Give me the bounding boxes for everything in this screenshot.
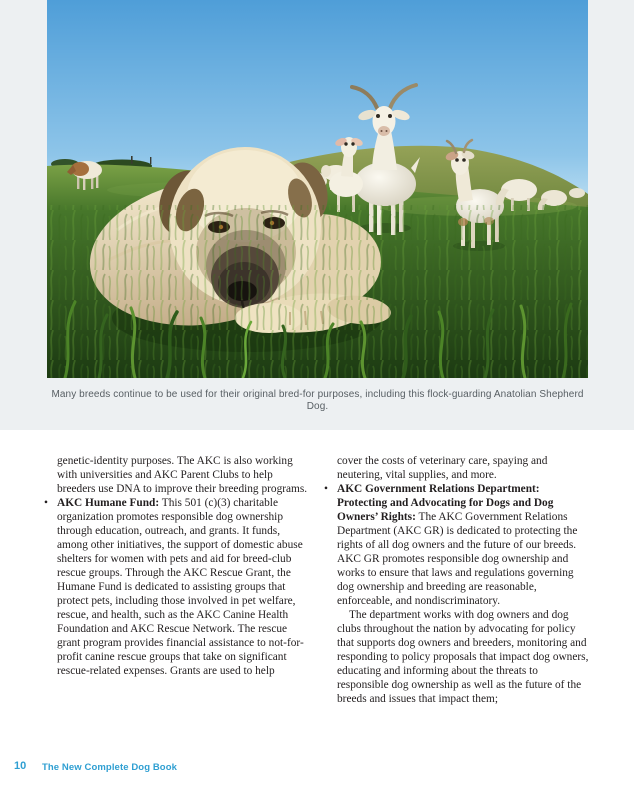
running-footer-book-title: The New Complete Dog Book bbox=[42, 762, 177, 773]
paragraph-department: The department works with dog owners and dog clubs throughout the nation by advocating for policy that supports dog owners and breeders, monitoring and responding to policy proposals that impact dog owners, educating and informing about the threats to responsible dog ownership as well as the future of the breeds and issues that impact them; bbox=[337, 609, 589, 705]
bullet-paragraph bbox=[57, 496, 310, 678]
fence-post bbox=[131, 156, 133, 164]
bullet-body-text: The AKC Government Relations Department (AKC GR) is dedicated to protecting the rights of all dog owners and the future of our breeds. AKC GR promotes responsible dog ownership and works to ensure that laws and regulations governing dog ownership and breeding are reasonable, enforceable, and nondiscriminatory. bbox=[337, 511, 578, 607]
paragraph-continuation: genetic-identity purposes. The AKC is also working with universities and AKC Parent Clubs to help breeders use DNA to improve their breeding programs. bbox=[57, 455, 308, 495]
bullet-icon: • bbox=[44, 497, 48, 509]
page-number: 10 bbox=[14, 760, 27, 772]
bullet-lead-in: AKC Humane Fund: bbox=[57, 497, 160, 509]
list-item-humane-fund bbox=[44, 496, 310, 678]
photo-container bbox=[47, 0, 588, 378]
bullet-body-text: This 501 (c)(3) charitable organization promotes responsible dog ownership through education, outreach, and grants. It funds, among other initiatives, the support of domestic abuse shelters for women with pets and aid for breed-club rescue groups. Through the AKC Rescue Grant, the Humane Fund is dedicated to assisting groups that protect pets, including those involved in pet welfare, rescue, and health, such as the AKC Canine Health Foundation and AKC Rescue Network. The rescue grant program provides financial assistance to not-for-profit canine rescue groups that take on significant rescue-related expenses. Grants are used to help bbox=[57, 497, 304, 677]
list-item-government-relations bbox=[324, 482, 590, 608]
text-column-left bbox=[44, 454, 310, 678]
photo-caption: Many breeds continue to be used for their original bred-for purposes, including this flock-guarding Anatolian Shepherd Dog. bbox=[51, 389, 584, 412]
bullet-icon: • bbox=[324, 483, 328, 495]
paragraph-continuation: cover the costs of veterinary care, spaying and neutering, vital supplies, and more. bbox=[337, 455, 548, 481]
bullet-paragraph bbox=[337, 482, 590, 608]
text-column-right bbox=[324, 454, 590, 706]
bullet-lead-in: AKC Government Relations Department: Protecting and Advocating for Dogs and Dog Owners’ Rights: bbox=[337, 483, 554, 523]
grass-texture bbox=[47, 205, 588, 378]
dog-photo bbox=[47, 0, 588, 378]
